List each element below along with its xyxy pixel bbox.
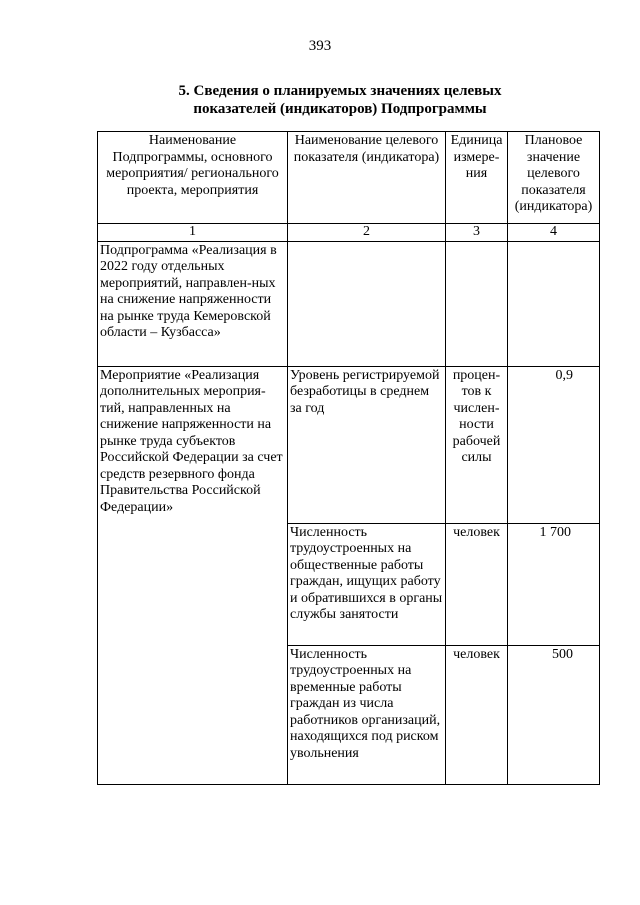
column-number-row [98,224,600,242]
column-number: 2 [288,224,446,242]
subprogram-name: Подпрограмма «Реализация в 2022 году отдельных мероприятий, направлен-ных на снижение напряженности на рынке труда Кемеровской области – Кузбасса» [98,241,288,366]
header-unit: Единица измере-ния [446,132,508,224]
indicator-value: 1 700 [508,523,600,645]
empty-cell [446,241,508,366]
indicator-name: Численность трудоустроенных на временные работы граждан из числа работников организаций, находящихся под риском увольнения [288,645,446,784]
section-title [120,82,560,118]
table-header-row [98,132,600,224]
header-planned-value: Плановое значение целевого показателя (индикатора) [508,132,600,224]
table-row [98,241,600,366]
indicator-unit: человек [446,645,508,784]
indicators-table [97,131,600,785]
header-subprogram: Наименование Подпрограммы, основного мероприятия/ регионального проекта, мероприятия [98,132,288,224]
indicator-name: Уровень регистрируемой безработицы в среднем за год [288,366,446,523]
indicator-name: Численность трудоустроенных на общественные работы граждан, ищущих работу и обратившихся в органы службы занятости [288,523,446,645]
section-title-line-1: 5. Сведения о планируемых значениях целевых [178,83,502,99]
column-number: 1 [98,224,288,242]
column-number: 3 [446,224,508,242]
measure-name: Мероприятие «Реализация дополнительных мероприя-тий, направленных на снижение напряженности на рынке труда субъектов Российской Федерации за счет средств резервного фонда Правительства Российской Федерации» [98,366,288,784]
indicator-value: 0,9 [508,366,600,523]
indicator-unit: процен-тов к числен-ности рабочей силы [446,366,508,523]
indicator-value: 500 [508,645,600,784]
section-title-line-2: показателей (индикаторов) Подпрограммы [193,101,487,117]
empty-cell [508,241,600,366]
header-indicator: Наименование целевого показателя (индикатора) [288,132,446,224]
indicator-unit: человек [446,523,508,645]
page-number: 393 [308,38,332,54]
table-row [98,366,600,523]
column-number: 4 [508,224,600,242]
empty-cell [288,241,446,366]
